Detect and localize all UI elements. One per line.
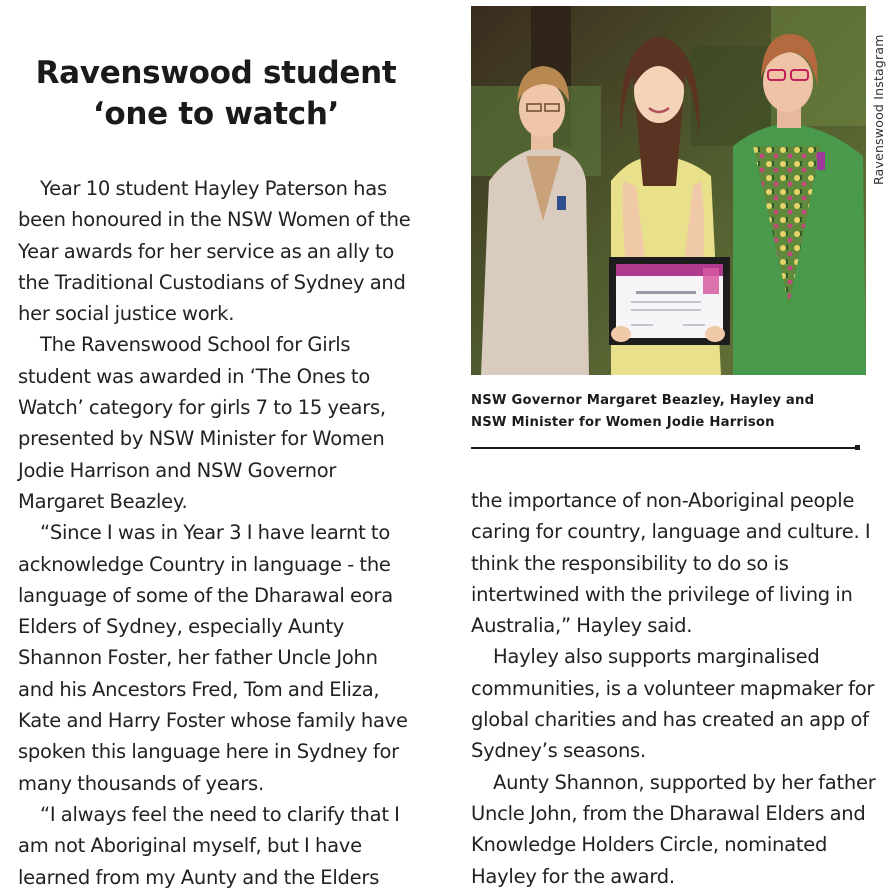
body-paragraph: “Since I was in Year 3 I have learnt to acknowledge Country in language - the language of some of the Dharawal eora Elders of Sydney, especially Aunty Shannon Foster, her father Uncle John and his Ancestors Fred, Tom and Eliza, Kate and Harry Foster whose family have spoken this language here in Sydney for many thousands of years. <box>18 521 408 795</box>
article-headline <box>0 53 432 135</box>
caption-divider <box>471 447 858 449</box>
body-paragraph: Aunty Shannon, supported by her father Uncle John, from the Dharawal Elders and Knowledge Holders Circle, nominated Hayley for the award. <box>471 770 876 888</box>
photo-caption <box>471 390 871 434</box>
article-body-left-column <box>18 173 418 893</box>
caption-line-2: NSW Minister for Women Jodie Harrison <box>471 415 775 430</box>
body-paragraph: “I always feel the need to clarify that I am not Aboriginal myself, but I have learned from my Aunty and the Elders <box>18 802 400 889</box>
article-photo <box>471 6 866 375</box>
caption-divider-end-mark <box>855 445 860 450</box>
body-paragraph: Year 10 student Hayley Paterson has been honoured in the NSW Women of the Year awards for her service as an ally to the Traditional Custodians of Sydney and her social justice work. <box>18 177 411 326</box>
award-photo-illustration <box>471 6 866 375</box>
headline-line-1: Ravenswood student <box>35 55 397 91</box>
article-body-right-column <box>471 485 876 892</box>
body-paragraph: The Ravenswood School for Girls student was awarded in ‘The Ones to Watch’ category for girls 7 to 15 years, presented by NSW Minister for Women Jodie Harrison and NSW Governor Margaret Beazley. <box>18 333 386 513</box>
body-paragraph: the importance of non-Aboriginal people caring for country, language and culture. I think the responsibility to do so is intertwined with the privilege of living in Australia,” Hayley said. <box>471 489 871 638</box>
caption-line-1: NSW Governor Margaret Beazley, Hayley and <box>471 393 815 408</box>
body-paragraph: Hayley also supports marginalised communities, is a volunteer mapmaker for global charities and has created an app of Sydney’s seasons. <box>471 645 875 763</box>
headline-line-2: ‘one to watch’ <box>92 96 340 132</box>
photo-credit: Ravenswood Instagram <box>871 34 886 185</box>
